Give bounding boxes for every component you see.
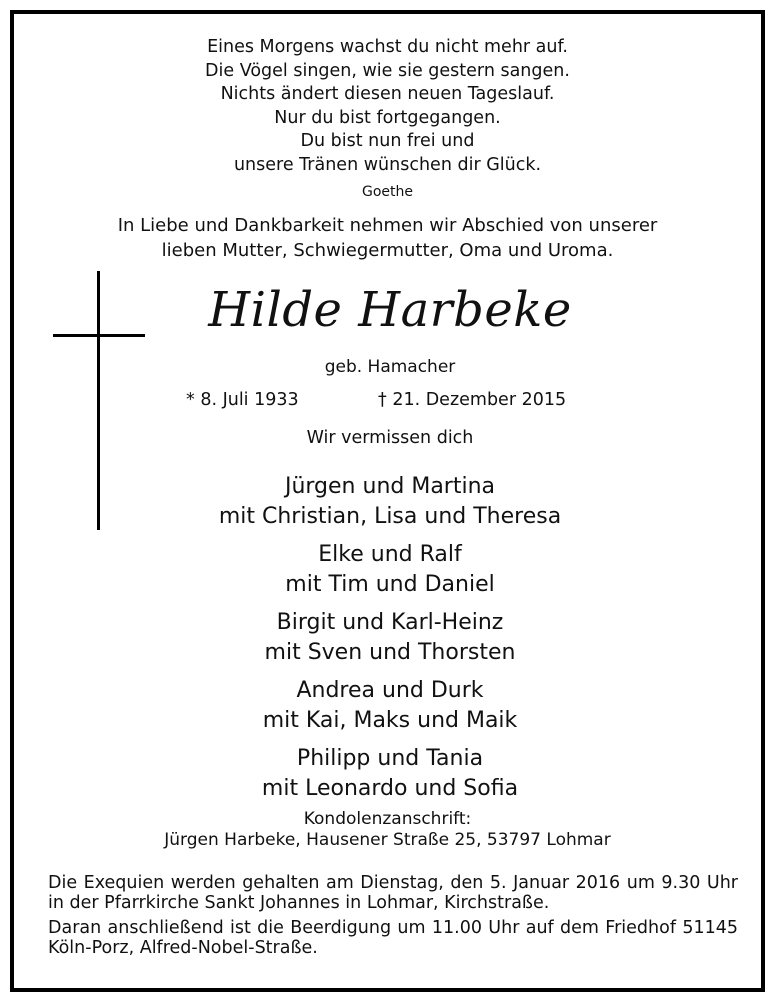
family-group [90, 744, 690, 804]
farewell-line: In Liebe und Dankbarkeit nehmen wir Abschied von unserer [117, 215, 658, 236]
condolence-label: Kondolenzanschrift: [303, 809, 472, 829]
family-parents: Birgit und Karl-Heinz [276, 610, 504, 635]
family-children: mit Christian, Lisa und Theresa [218, 504, 562, 529]
poem-line: Nichts ändert diesen neuen Tageslauf. [220, 84, 555, 104]
condolence-address-line: Jürgen Harbeke, Hausener Straße 25, 53797 Lohmar [164, 830, 611, 850]
family-group [90, 472, 690, 532]
family-group [90, 608, 690, 668]
farewell-line: lieben Mutter, Schwiegermutter, Oma und Uroma. [161, 240, 614, 261]
maiden-name: geb. Hamacher [324, 357, 456, 377]
poem-line: Du bist nun frei und [300, 131, 475, 151]
family-parents: Andrea und Durk [296, 678, 484, 703]
family-parents: Jürgen und Martina [284, 474, 496, 499]
poem-author: Goethe [361, 184, 413, 200]
poem-line: Nur du bist fortgegangen. [274, 107, 501, 128]
family-group [90, 540, 690, 600]
poem-line: Die Vögel singen, wie sie gestern sangen. [205, 60, 570, 81]
family-children: mit Kai, Maks und Maik [262, 708, 518, 733]
poem-line: unsere Tränen wünschen dir Glück. [233, 154, 542, 175]
condolence-address [0, 809, 775, 851]
family-children: mit Tim und Daniel [285, 572, 495, 597]
family-parents: Elke und Ralf [318, 542, 462, 567]
family-children: mit Sven und Thorsten [264, 640, 516, 665]
birth-date: * 8. Juli 1933 [186, 390, 299, 410]
family-children: mit Leonardo und Sofia [261, 776, 519, 801]
poem-line: Eines Morgens wachst du nicht mehr auf. [207, 37, 568, 57]
miss-text: Wir vermissen dich [306, 428, 474, 448]
family-parents: Philipp und Tania [296, 746, 484, 771]
poem [0, 36, 775, 177]
deceased-name: Hilde Harbeke [208, 282, 572, 338]
exequies-text: Die Exequien werden gehalten am Dienstag, den 5. Januar 2016 um 9.30 Uhr in der Pfarrkirche Sankt Johannes in Lohmar, Kirchstraße. [48, 873, 738, 913]
farewell-text [0, 213, 775, 263]
death-date: † 21. Dezember 2015 [378, 390, 567, 410]
family-list [90, 472, 690, 812]
burial-text: Daran anschließend ist die Beerdigung um 11.00 Uhr auf dem Friedhof 51145 Köln-Porz, Alfred-Nobel-Straße. [48, 918, 738, 958]
family-group [90, 676, 690, 736]
